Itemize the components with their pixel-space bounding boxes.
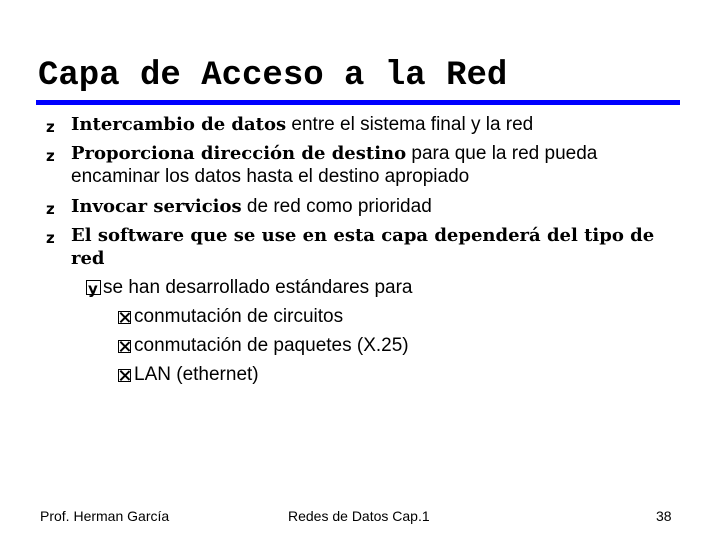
bullet-text: encaminar los datos hasta el destino apropiado: [71, 166, 470, 187]
bullet-text: de red como prioridad: [241, 196, 432, 217]
x-box-bullet-icon: [118, 311, 131, 324]
bullet-bold-text: Proporciona dirección de destino: [71, 143, 407, 164]
bullet-icon: z: [46, 147, 55, 165]
x-box-bullet-icon: [118, 369, 131, 382]
bullet-text: entre el sistema final y la red: [286, 114, 534, 135]
bullet-icon: z: [46, 200, 55, 218]
footer-page-number: 38: [656, 508, 672, 524]
bullet-icon: z: [46, 229, 55, 247]
slide-title: Capa de Acceso a la Red: [38, 57, 508, 95]
footer-author: Prof. Herman García: [40, 508, 170, 524]
title-underline: [36, 100, 680, 105]
sub-sub-bullet-text: LAN (ethernet): [134, 364, 259, 385]
footer-course: Redes de Datos Cap.1: [288, 508, 430, 524]
sub-bullet-text: se han desarrollado estándares para: [103, 277, 413, 298]
x-box-bullet-icon: [118, 340, 131, 353]
bullet-bold-text: El software que se use en esta capa dependerá del tipo de: [71, 225, 655, 246]
sub-sub-bullet-text: conmutación de paquetes (X.25): [134, 335, 409, 356]
bullet-bold-text: Intercambio de datos: [71, 114, 287, 135]
bullet-bold-text: Invocar servicios: [71, 196, 242, 217]
bullet-bold-text: red: [71, 248, 105, 269]
sub-sub-bullet-text: conmutación de circuitos: [134, 306, 344, 327]
y-box-bullet-icon: y: [86, 280, 101, 295]
bullet-text: para que la red pueda: [406, 143, 598, 164]
bullet-icon: z: [46, 118, 55, 136]
